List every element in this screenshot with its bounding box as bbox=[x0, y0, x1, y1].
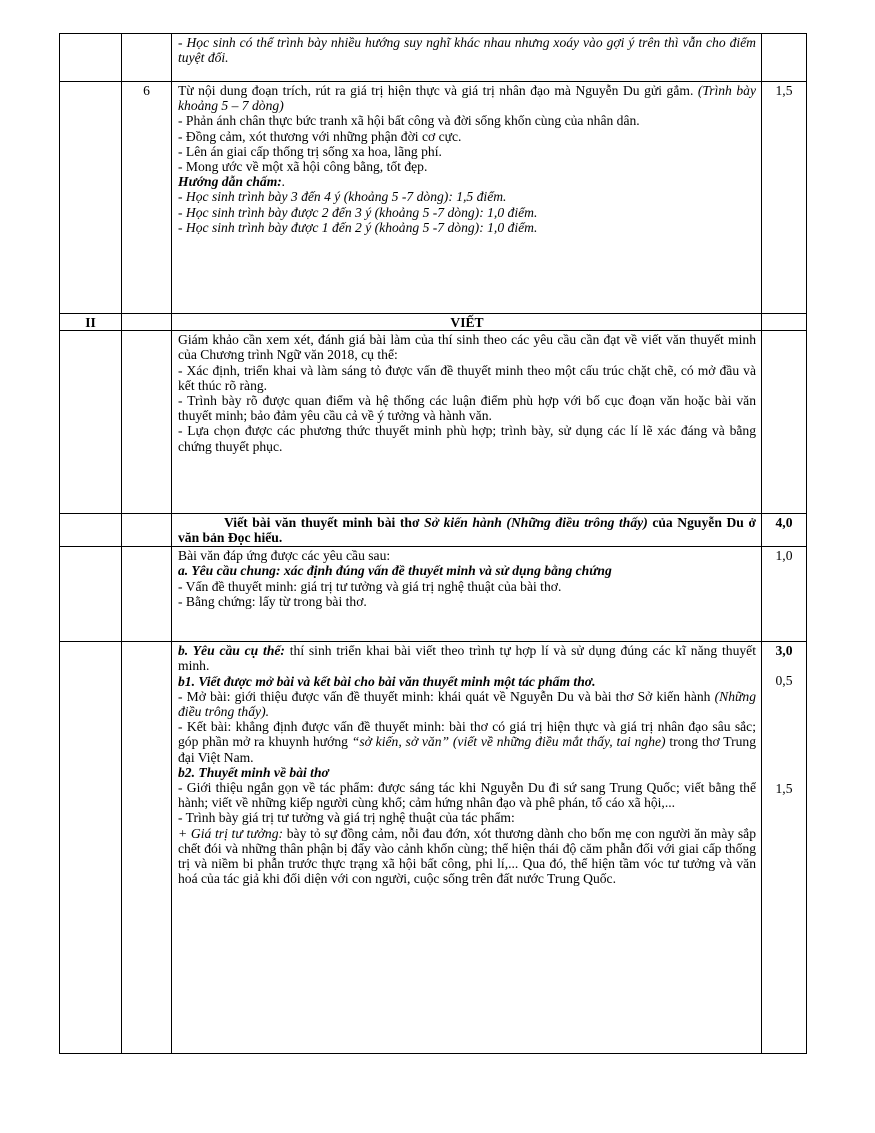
answer-point: - Lên án giai cấp thống trị sống xa hoa, lãng phí. bbox=[178, 143, 442, 159]
content-cell bbox=[172, 314, 762, 331]
score-cell bbox=[762, 34, 807, 82]
grading-guide-item: - Học sinh trình bày được 2 đến 3 ý (khoảng 5 -7 dòng): 1,0 điểm. bbox=[178, 204, 538, 220]
question-cell bbox=[122, 642, 172, 1054]
table-row bbox=[60, 547, 807, 642]
intro-text: Bài văn đáp ứng được các yêu cầu sau: bbox=[178, 548, 391, 564]
answer-point: - Đồng cảm, xót thương với những phận đời cơ cực. bbox=[178, 128, 462, 144]
section-title: VIẾT bbox=[450, 315, 484, 330]
score-cell bbox=[762, 331, 807, 514]
requirement-text: - Trình bày rõ được quan điểm và hệ thống các luận điểm phù hợp với bố cục đoạn văn hoặc bài văn thuyết minh; bảo đảm yêu cầu cả về ý tưởng và hành văn. bbox=[178, 393, 756, 424]
score-value: 1,5 bbox=[775, 780, 793, 796]
requirement-b1-title: b1. Viết được mở bài và kết bài cho bài văn thuyết minh một tác phẩm thơ. bbox=[178, 673, 596, 689]
answer-point: + Giá trị tư tưởng: bày tỏ sự đồng cảm, nỗi đau đớn, xót thương dành cho bốn mẹ con người ăn mày sắp chết đói và những thân phận bị đẩy vào cảnh khốn cùng; thể hiện thái độ căm phẫn đối với giai cấp thống trị và niềm bi phẫn trước thực trạng xã hội bất công, phi lí,... Qua đó, thể hiện tầm vóc tư tưởng và văn hoá của tác giả khi đối diện với con người, cuộc sống trên đất nước Trung Quốc. bbox=[178, 825, 757, 887]
score-value: 4,0 bbox=[762, 514, 807, 547]
question-cell bbox=[122, 314, 172, 331]
question-text: Từ nội dung đoạn trích, rút ra giá trị hiện thực và giá trị nhân đạo mà Nguyễn Du gửi gắm. (Trình bày khoảng 5 – 7 dòng) bbox=[178, 83, 756, 114]
table-row bbox=[60, 34, 807, 82]
answer-point: - Vấn đề thuyết minh: giá trị tư tưởng và giá trị nghệ thuật của bài thơ. bbox=[178, 578, 562, 594]
score-value: 1,0 bbox=[762, 547, 807, 642]
part-cell bbox=[60, 514, 122, 547]
question-cell bbox=[122, 514, 172, 547]
answer-point: - Bằng chứng: lấy từ trong bài thơ. bbox=[178, 593, 367, 609]
answer-point: - Phản ánh chân thực bức tranh xã hội bất công và đời sống khốn cùng của nhân dân. bbox=[178, 113, 640, 129]
requirement-a-title: a. Yêu cầu chung: xác định đúng vấn đề thuyết minh và sử dụng bằng chứng bbox=[178, 563, 612, 579]
score-cell bbox=[762, 314, 807, 331]
question-cell bbox=[122, 331, 172, 514]
grading-rubric-table bbox=[59, 33, 807, 1054]
table-row bbox=[60, 642, 807, 1054]
score-value: 0,5 bbox=[775, 673, 793, 689]
table-row bbox=[60, 82, 807, 314]
answer-point: - Mong ước về một xã hội công bằng, tốt đẹp. bbox=[178, 159, 428, 175]
content-cell bbox=[172, 547, 762, 642]
question-cell bbox=[122, 547, 172, 642]
grading-guide-title: Hướng dẫn chấm:. bbox=[178, 174, 286, 190]
requirement-text: Giám khảo cần xem xét, đánh giá bài làm của thí sinh theo các yêu cầu cần đạt về viết văn thuyết minh của Chương trình Ngữ văn 2018, cụ thể: bbox=[178, 332, 756, 363]
content-cell bbox=[172, 514, 762, 547]
essay-prompt: Viết bài văn thuyết minh bài thơ Sở kiến hành (Những điều trông thấy) của Nguyễn Du ở văn bản Đọc hiểu. bbox=[178, 515, 756, 546]
score-value: 3,0 bbox=[775, 643, 793, 659]
answer-point: - Trình bày giá trị tư tưởng và giá trị nghệ thuật của tác phẩm: bbox=[178, 810, 515, 826]
question-number: 6 bbox=[122, 82, 172, 314]
part-cell bbox=[60, 547, 122, 642]
part-cell bbox=[60, 331, 122, 514]
requirement-b: b. Yêu cầu cụ thể: thí sinh triển khai bài viết theo trình tự hợp lí và sử dụng đúng các kĩ năng thuyết minh. bbox=[178, 643, 756, 674]
mo-bai-text: - Mở bài: giới thiệu được vấn đề thuyết minh: khái quát về Nguyễn Du và bài thơ Sở kiến hành (Những điều trông thấy). bbox=[178, 688, 756, 720]
score-cell bbox=[762, 642, 807, 1054]
part-cell bbox=[60, 82, 122, 314]
answer-point: - Giới thiệu ngắn gọn về tác phẩm: được sáng tác khi Nguyễn Du đi sứ sang Trung Quốc; viết bằng thể hành; viết về những kiếp người cùng khổ; cảm hứng nhân đạo và phê phán, tố cáo xã hội,... bbox=[178, 780, 756, 811]
part-number: II bbox=[60, 314, 122, 331]
table-row bbox=[60, 314, 807, 331]
grading-guide-item: - Học sinh trình bày được 1 đến 2 ý (khoảng 5 -7 dòng): 1,0 điểm. bbox=[178, 219, 538, 235]
requirement-b2-title: b2. Thuyết minh về bài thơ bbox=[178, 764, 329, 780]
content-cell bbox=[172, 34, 762, 82]
grading-guide-item: - Học sinh trình bày 3 đến 4 ý (khoảng 5 -7 dòng): 1,5 điểm. bbox=[178, 189, 507, 205]
part-cell bbox=[60, 642, 122, 1054]
table-row bbox=[60, 331, 807, 514]
part-cell bbox=[60, 34, 122, 82]
content-cell bbox=[172, 82, 762, 314]
question-cell bbox=[122, 34, 172, 82]
requirement-text: - Lựa chọn được các phương thức thuyết minh phù hợp; trình bày, sử dụng các lí lẽ xác đáng và bằng chứng thuyết phục. bbox=[178, 423, 756, 454]
ket-bai-text: - Kết bài: khẳng định được vấn đề thuyết minh: bài thơ có giá trị hiện thực và giá trị nhân đạo sâu sắc; góp phần mở ra khuynh hướng “sở kiến, sở văn” (viết về những điều mắt thấy, tai nghe) trong thơ Trung đại Việt Nam. bbox=[178, 719, 756, 765]
requirement-text: - Xác định, triển khai và làm sáng tỏ được vấn đề thuyết minh theo một cấu trúc chặt chẽ, có mở đầu và kết thúc rõ ràng. bbox=[178, 362, 756, 393]
table-row bbox=[60, 514, 807, 547]
score-value: 1,5 bbox=[762, 82, 807, 314]
note-text: - Học sinh có thể trình bày nhiều hướng suy nghĩ khác nhau nhưng xoáy vào gợi ý trên thì vẫn cho điểm tuyệt đối. bbox=[178, 35, 756, 66]
content-cell bbox=[172, 331, 762, 514]
content-cell bbox=[172, 642, 762, 1054]
